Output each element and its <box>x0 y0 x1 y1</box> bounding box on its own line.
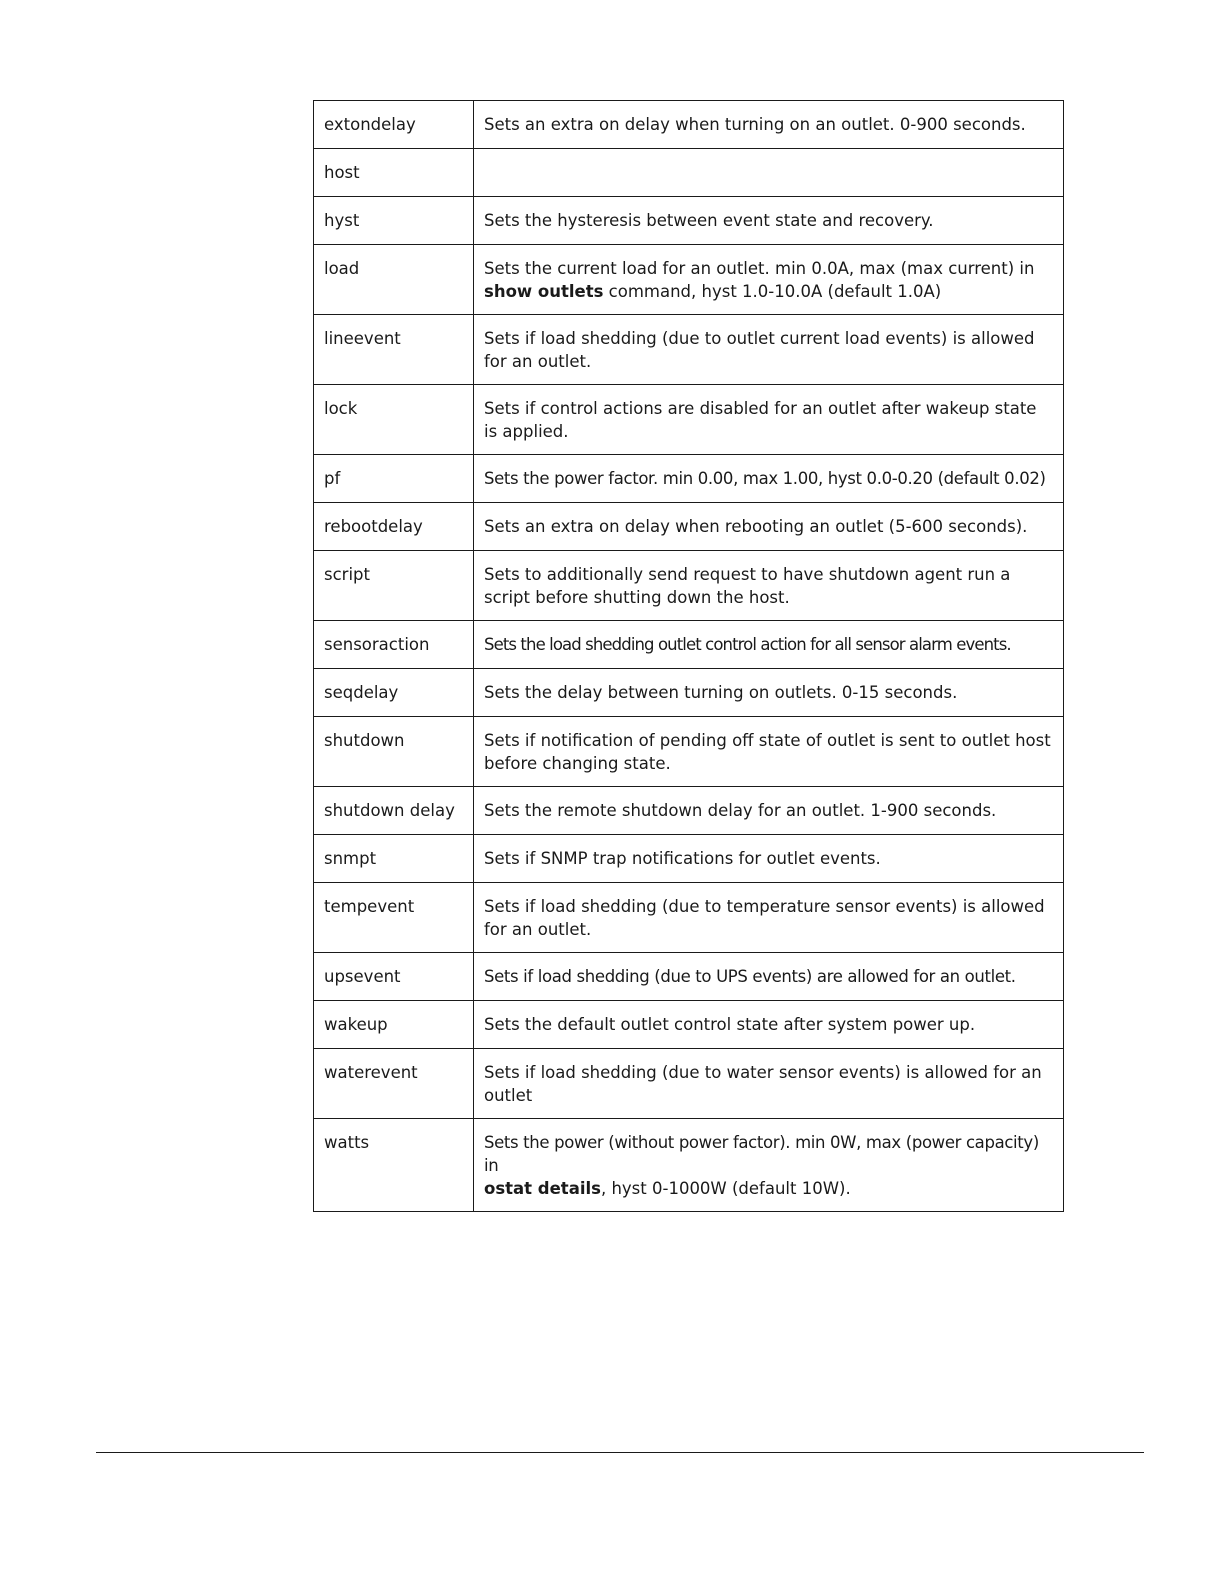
table-row <box>314 1001 1064 1049</box>
param-description: Sets the power factor. min 0.00, max 1.00, hyst 0.0-0.20 (default 0.02) <box>474 455 1064 503</box>
param-name: seqdelay <box>314 669 474 717</box>
table-row <box>314 717 1064 787</box>
param-description: Sets if load shedding (due to water sensor events) is allowed for an outlet <box>474 1049 1064 1119</box>
description-text: Sets the power (without power factor). min 0W, max (power capacity) in <box>484 1133 1039 1175</box>
param-description: Sets an extra on delay when turning on an outlet. 0-900 seconds. <box>474 101 1064 149</box>
param-description: Sets the hysteresis between event state and recovery. <box>474 197 1064 245</box>
param-description <box>474 149 1064 197</box>
description-text: Sets the current load for an outlet. min 0.0A, max (max current) in <box>484 259 1035 278</box>
param-name: lock <box>314 385 474 455</box>
table-row <box>314 503 1064 551</box>
table-row <box>314 385 1064 455</box>
table-row <box>314 1049 1064 1119</box>
table-row <box>314 551 1064 621</box>
param-description: Sets if notification of pending off state of outlet is sent to outlet host before changing state. <box>474 717 1064 787</box>
table-row <box>314 787 1064 835</box>
param-description: Sets the default outlet control state after system power up. <box>474 1001 1064 1049</box>
param-description <box>474 245 1064 315</box>
description-text: , hyst 0-1000W (default 10W). <box>600 1179 851 1198</box>
param-description: Sets to additionally send request to have shutdown agent run a script before shutting down the host. <box>474 551 1064 621</box>
param-name: watts <box>314 1119 474 1212</box>
param-description: Sets if load shedding (due to UPS events) are allowed for an outlet. <box>474 953 1064 1001</box>
table-row <box>314 245 1064 315</box>
table-row <box>314 1119 1064 1212</box>
table-row <box>314 101 1064 149</box>
table-row <box>314 835 1064 883</box>
param-name: load <box>314 245 474 315</box>
param-name: pf <box>314 455 474 503</box>
table-row <box>314 315 1064 385</box>
param-name: upsevent <box>314 953 474 1001</box>
param-name: shutdown <box>314 717 474 787</box>
param-description: Sets if control actions are disabled for an outlet after wakeup state is applied. <box>474 385 1064 455</box>
param-name: sensoraction <box>314 621 474 669</box>
command-name: show outlets <box>484 282 604 301</box>
param-name: rebootdelay <box>314 503 474 551</box>
param-description: Sets an extra on delay when rebooting an outlet (5-600 seconds). <box>474 503 1064 551</box>
table-row <box>314 455 1064 503</box>
param-name: host <box>314 149 474 197</box>
table-row <box>314 197 1064 245</box>
table-row <box>314 883 1064 953</box>
param-description: Sets if load shedding (due to outlet current load events) is allowed for an outlet. <box>474 315 1064 385</box>
param-name: tempevent <box>314 883 474 953</box>
table-row <box>314 149 1064 197</box>
table-row <box>314 669 1064 717</box>
param-description: Sets the delay between turning on outlets. 0-15 seconds. <box>474 669 1064 717</box>
param-name: extondelay <box>314 101 474 149</box>
param-name: script <box>314 551 474 621</box>
footer-divider <box>96 1452 1144 1453</box>
param-description <box>474 1119 1064 1212</box>
param-description: Sets the load shedding outlet control action for all sensor alarm events. <box>474 621 1064 669</box>
param-name: hyst <box>314 197 474 245</box>
param-name: wakeup <box>314 1001 474 1049</box>
description-text: command, hyst 1.0-10.0A (default 1.0A) <box>603 282 942 301</box>
param-name: lineevent <box>314 315 474 385</box>
param-name: waterevent <box>314 1049 474 1119</box>
command-name: ostat details <box>484 1179 601 1198</box>
param-description: Sets if load shedding (due to temperature sensor events) is allowed for an outlet. <box>474 883 1064 953</box>
table-row <box>314 621 1064 669</box>
param-description: Sets the remote shutdown delay for an outlet. 1-900 seconds. <box>474 787 1064 835</box>
table-row <box>314 953 1064 1001</box>
param-name: shutdown delay <box>314 787 474 835</box>
param-name: snmpt <box>314 835 474 883</box>
parameter-table <box>313 100 1064 1212</box>
param-description: Sets if SNMP trap notifications for outlet events. <box>474 835 1064 883</box>
